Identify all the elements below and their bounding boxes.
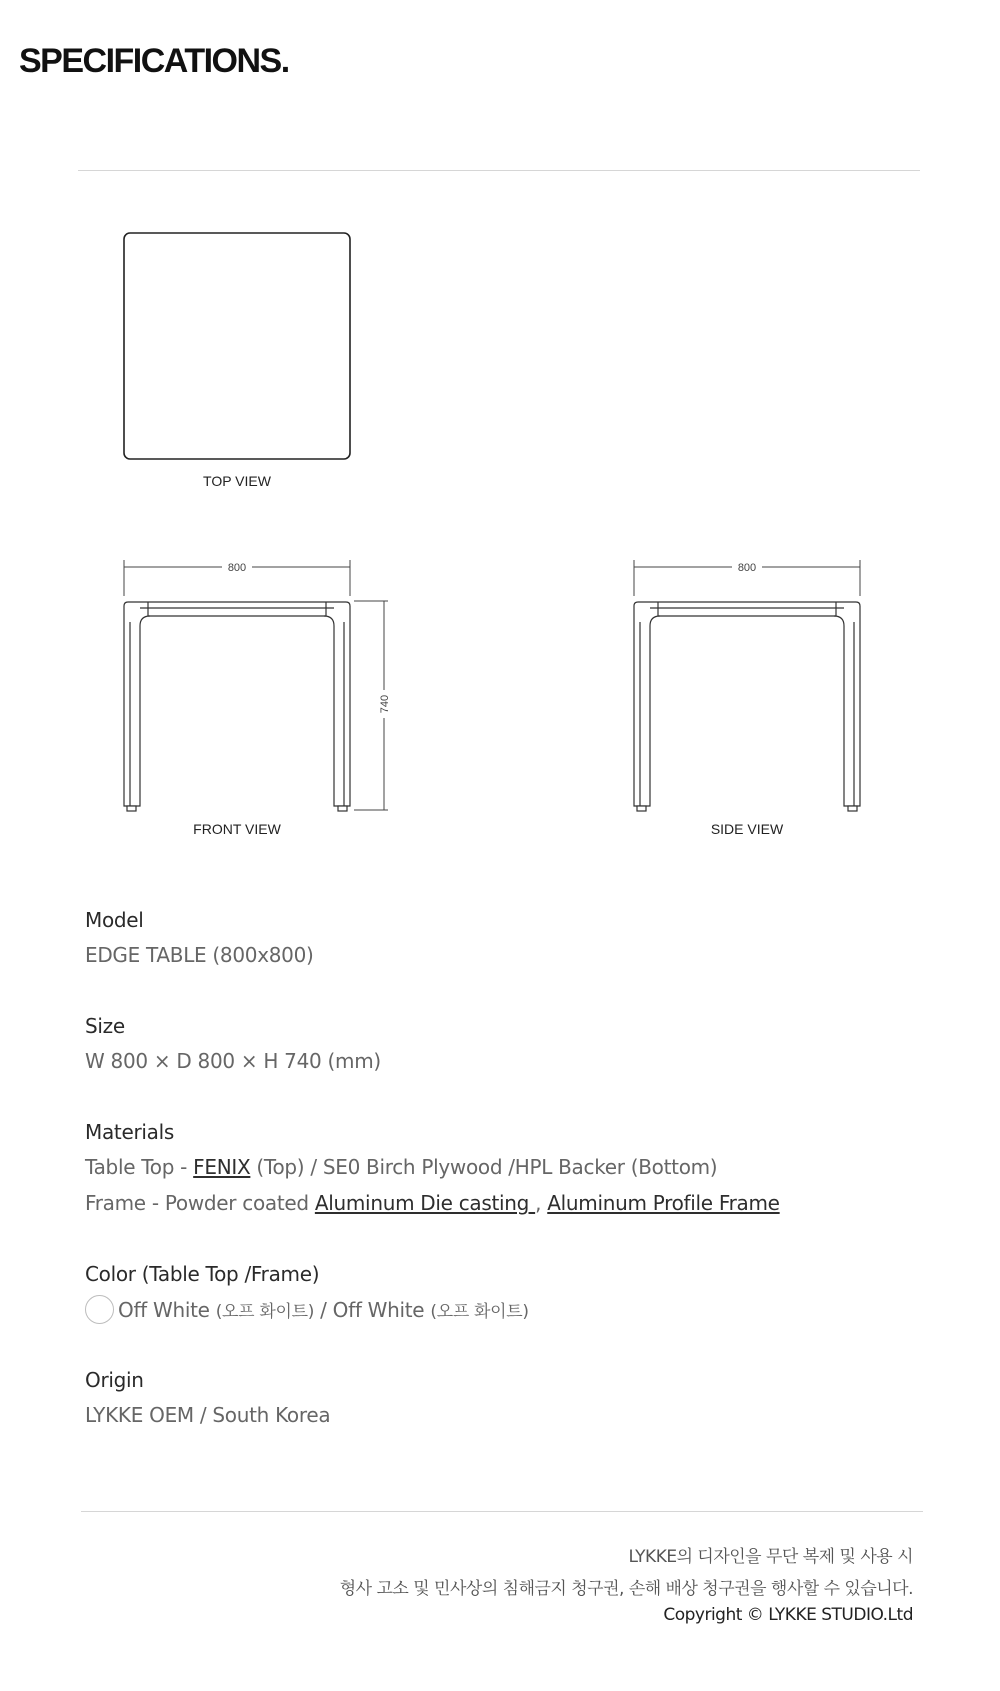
size-value: W 800 × D 800 × H 740 (mm)	[85, 1049, 381, 1073]
footer-notice-line2: 형사 고소 및 민사상의 침해금지 청구권, 손해 배상 청구권을 행사할 수 있습니다.	[339, 1579, 913, 1599]
frame-color-name: Off White	[332, 1298, 431, 1322]
table-top-prefix: Table Top -	[85, 1155, 194, 1179]
aluminum-profile-frame-link[interactable]: Aluminum Profile Frame	[547, 1191, 780, 1215]
top-view-label: TOP VIEW	[203, 473, 271, 489]
frame-separator: ,	[535, 1191, 548, 1215]
page-title: SPECIFICATIONS.	[19, 42, 289, 80]
model-label: Model	[85, 908, 144, 932]
side-width-dim-text: 800	[737, 562, 757, 574]
materials-table-top	[85, 1155, 717, 1179]
origin-value: LYKKE OEM / South Korea	[85, 1403, 331, 1427]
side-view-drawing	[634, 559, 860, 811]
materials-label: Materials	[85, 1120, 174, 1144]
color-swatch	[85, 1295, 114, 1324]
side-view-label: SIDE VIEW	[710, 821, 784, 837]
color-label: Color (Table Top /Frame)	[85, 1262, 320, 1286]
top-color-ko: (오프 화이트)	[215, 1302, 315, 1322]
origin-label: Origin	[85, 1368, 144, 1392]
frame-color-ko: (오프 화이트)	[430, 1302, 529, 1322]
front-width-dim-text: 800	[227, 562, 247, 574]
top-view-drawing	[124, 233, 350, 489]
top-view-outline	[124, 233, 350, 459]
color-separator: /	[314, 1298, 333, 1322]
height-dim-text: 740	[379, 694, 391, 714]
front-view-label: FRONT VIEW	[193, 821, 281, 837]
divider-bottom	[81, 1511, 923, 1512]
top-color-name: Off White	[118, 1298, 216, 1322]
frame-prefix: Frame - Powder coated	[85, 1191, 315, 1215]
front-view-drawing	[124, 559, 392, 811]
fenix-link[interactable]: FENIX	[193, 1155, 251, 1179]
color-value	[85, 1297, 529, 1326]
aluminum-die-casting-link[interactable]: Aluminum Die casting	[314, 1191, 536, 1215]
table-top-suffix: (Top) / SE0 Birch Plywood /HPL Backer (Bottom)	[250, 1155, 718, 1179]
size-label: Size	[85, 1014, 125, 1038]
footer-notice-line1: LYKKE의 디자인을 무단 복제 및 사용 시	[628, 1547, 913, 1567]
copyright: Copyright © LYKKE STUDIO.Ltd	[663, 1605, 913, 1625]
materials-frame	[85, 1191, 780, 1215]
model-value: EDGE TABLE (800x800)	[85, 943, 314, 967]
